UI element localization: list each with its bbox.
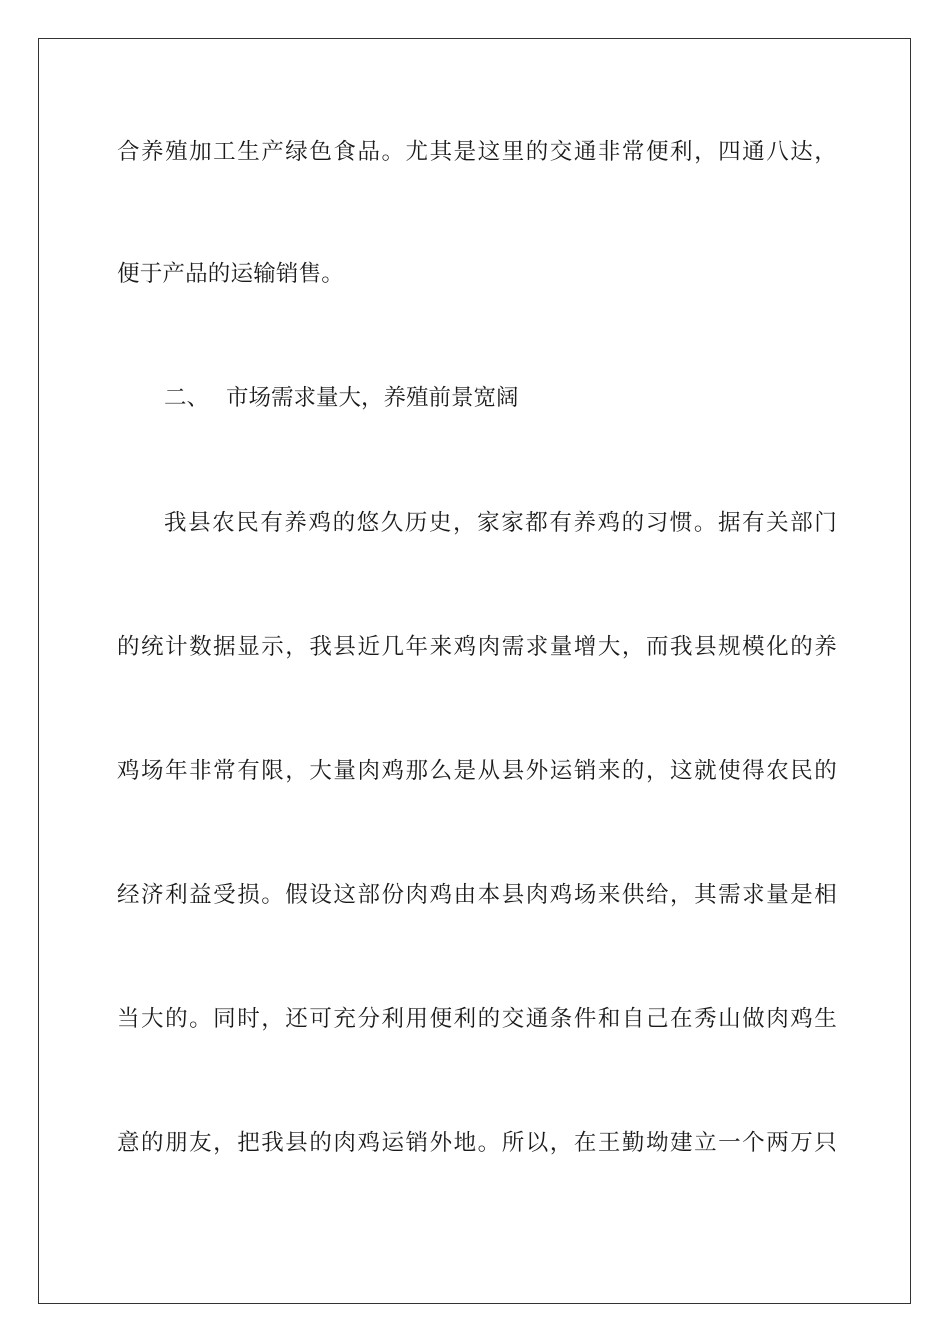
- paragraph-line: 经济利益受损。假设这部份肉鸡由本县肉鸡场来供给，其需求量是相: [117, 882, 837, 908]
- section-number: 二、: [164, 385, 210, 411]
- section-title: 市场需求量大，养殖前景宽阔: [226, 385, 519, 411]
- paragraph-line: 便于产品的运输销售。: [117, 261, 345, 287]
- paragraph-line: 鸡场年非常有限，大量肉鸡那么是从县外运销来的，这就使得农民的: [117, 758, 837, 784]
- paragraph-line: 当大的。同时，还可充分利用便利的交通条件和自己在秀山做肉鸡生: [117, 1006, 837, 1032]
- page-border: [38, 38, 911, 1304]
- paragraph-line: 合养殖加工生产绿色食品。尤其是这里的交通非常便利，四通八达，: [117, 139, 837, 165]
- paragraph-line: 意的朋友，把我县的肉鸡运销外地。所以，在王勤坳建立一个两万只: [117, 1130, 837, 1156]
- paragraph-line: 的统计数据显示，我县近几年来鸡肉需求量增大，而我县规模化的养: [117, 634, 837, 660]
- paragraph-line: 我县农民有养鸡的悠久历史，家家都有养鸡的习惯。据有关部门: [164, 510, 837, 536]
